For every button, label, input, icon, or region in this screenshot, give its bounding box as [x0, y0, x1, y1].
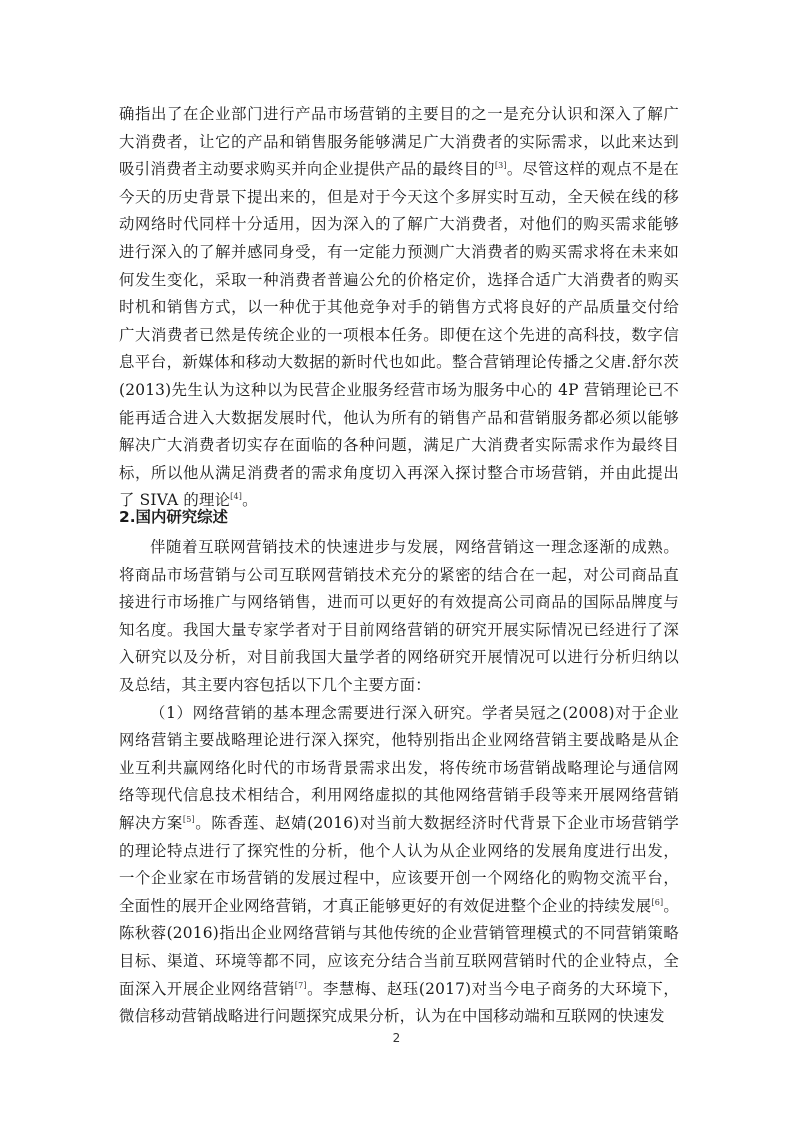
paragraph-text: 。陈香莲、赵婧(2016)对当前大数据经济时代背景下企业市场营销学的理论特点进行了探究性的分析，他个人认为从企业网络的发展角度进行出发，一个企业家在市场营销的发展过程中，应该要开创一个网络化的购物交流平台，全面性的展开企业网络营销，才真正能够更好的有效促进整个企业的持续发展: [119, 813, 679, 915]
paragraph-text: （1）网络营销的基本理念需要进行深入研究。学者吴冠之(2008)对于企业网络营销主要战略理论进行深入探究，他特别指出企业网络营销主要战略是从企业互利共赢网络化时代的市场背景需求出发，将传统市场营销战略理论与通信网络等现代信息技术相结合，利用网络虚拟的其他网络营销手段等来开展网络营销解决方案: [119, 703, 679, 832]
citation-3: [3]: [494, 161, 507, 171]
paragraph-text: 。: [242, 491, 258, 510]
paragraph-3: [119, 700, 679, 1031]
paragraph-2: [119, 534, 679, 700]
citation-5: [5]: [182, 814, 195, 824]
citation-6: [6]: [651, 897, 664, 907]
citation-4: [4]: [230, 492, 243, 502]
page-number: 2: [392, 1031, 401, 1045]
body-text-bottom: [119, 534, 679, 1031]
paragraph-text: 。陈秋蓉(2016)指出企业网络营销与其他传统的企业营销管理模式的不同营销策略目标、渠道、环境等都不同，应该充分结合当前互联网营销时代的企业特点，全面深入开展企业网络营销: [119, 896, 679, 998]
paragraph-text: 。李慧梅、赵珏(2017)对当今电子商务的大环境下，微信移动营销战略进行问题探究成果分析，认为在中国移动端和互联网的快速发: [119, 979, 679, 1026]
section-heading: 2.国内研究综述: [119, 508, 228, 526]
body-text-top: [119, 101, 679, 515]
paragraph-text: 确指出了在企业部门进行产品市场营销的主要目的之一是充分认识和深入了解广大消费者，让它的产品和销售服务能够满足广大消费者的实际需求，以此来达到吸引消费者主动要求购买并向企业提供产品的最终目的: [119, 105, 679, 179]
paragraph-text: 伴随着互联网营销技术的快速进步与发展，网络营销这一理念逐渐的成熟。将商品市场营销与公司互联网营销技术充分的紧密的结合在一起，对公司商品直接进行市场推广与网络销售，进而可以更好的有效提高公司商品的国际品牌度与知名度。我国大量专家学者对于目前网络营销的研究开展实际情况已经进行了深入研究以及分析，对目前我国大量学者的网络研究开展情况可以进行分析归纳以及总结，其主要内容包括以下几个主要方面：: [119, 538, 679, 694]
citation-7: [7]: [294, 980, 307, 990]
paragraph-1: [119, 101, 679, 515]
paragraph-text: 。尽管这样的观点不是在今天的历史背景下提出来的，但是对于今天这个多屏实时互动，全天候在线的移动网络时代同样十分适用，因为深入的了解广大消费者，对他们的购买需求能够进行深入的了解并感同身受，有一定能力预测广大消费者的购买需求将在未来如何发生变化，采取一种消费者普遍公允的价格定价，选择合适广大消费者的购买时机和销售方式，以一种优于其他竞争对手的销售方式将良好的产品质量交付给广大消费者已然是传统企业的一项根本任务。即便在这个先进的高科技，数字信息平台，新媒体和移动大数据的新时代也如此。整合营销理论传播之父唐.舒尔茨(2013)先生认为这种以为民营企业服务经营市场为服务中心的 4P 营销理论已不能再适合进入大数据发展时代，他认为所有的销售产品和营销服务都必须以能够解决广大消费者切实存在面临的各种问题，满足广大消费者实际需求作为最终目标，所以他从满足消费者的需求角度切入再深入探讨整合市场营销，并由此提出了 SIVA 的理论: [119, 160, 679, 510]
